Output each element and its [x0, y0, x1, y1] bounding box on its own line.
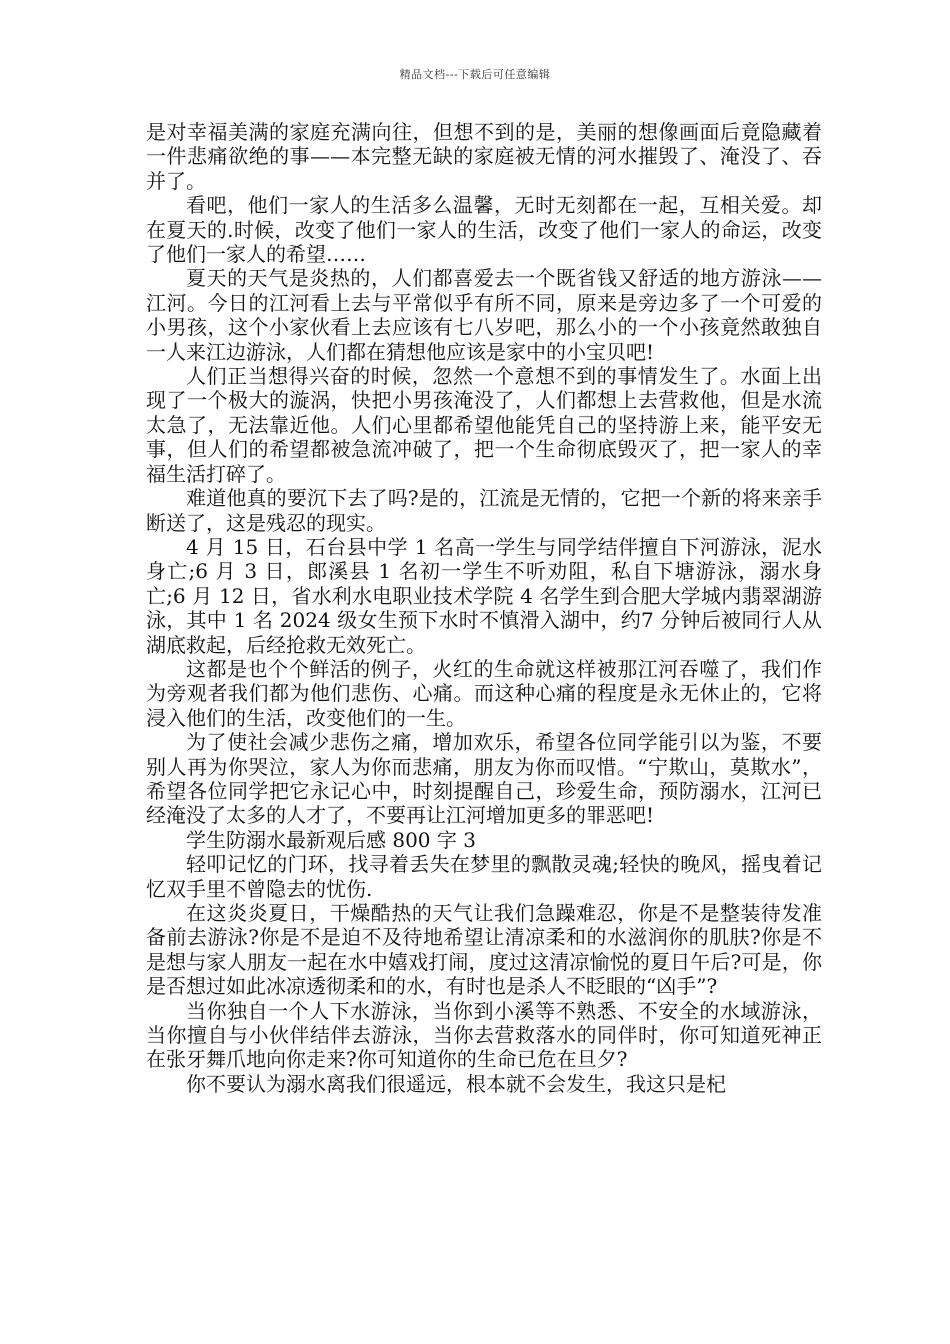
document-body	[146, 120, 822, 1096]
paragraph: 学生防溺水最新观后感 800 字 3	[186, 827, 476, 852]
paragraph: 4 月 15 日，石台县中学 1 名高一学生与同学结伴擅自下河游泳，泥水身亡;6 月 3 日，郎溪县 1 名初一学生不听劝阻，私自下塘游泳，溺水身亡;6 月 12 日，省水利水电职业技术学院 4 名学生到合肥大学城内翡翠湖游泳，其中 1 名 2024 级女生预下水时不慎滑入湖中，约7 分钟后被同行人从湖底救起，后经抢救无效死亡。	[146, 534, 822, 657]
page-header: 精品文档---下载后可任意编辑	[399, 68, 551, 81]
paragraph: 夏天的天气是炎热的，人们都喜爱去一个既省钱又舒适的地方游泳——江河。今日的江河看上去与平常似乎有所不同，原来是旁边多了一个可爱的小男孩，这个小家伙看上去应该有七八岁吧，那么小的一个小孩竟然敢独自一人来江边游泳，人们都在猜想他应该是家中的小宝贝吧!	[146, 266, 822, 364]
paragraph: 是对幸福美满的家庭充满向往，但想不到的是，美丽的想像画面后竟隐藏着一件悲痛欲绝的事——本完整无缺的家庭被无情的河水摧毁了、淹没了、吞并了。	[146, 120, 822, 193]
paragraph: 轻叩记忆的门环，找寻着丢失在梦里的飘散灵魂;轻快的晚风，摇曳着记忆双手里不曾隐去的忧伤.	[146, 852, 822, 901]
paragraph: 难道他真的要沉下去了吗?是的，江流是无情的，它把一个新的将来亲手断送了，这是残忍的现实。	[146, 486, 822, 535]
paragraph: 你不要认为溺水离我们很遥远，根本就不会发生，我这只是杞	[186, 1071, 726, 1096]
paragraph: 看吧，他们一家人的生活多么温馨，无时无刻都在一起，互相关爱。却在夏天的.时候，改变了他们一家人的生活，改变了他们一家人的命运，改变了他们一家人的希望……	[146, 193, 822, 267]
paragraph: 人们正当想得兴奋的时候，忽然一个意想不到的事情发生了。水面上出现了一个极大的漩涡，快把小男孩淹没了，人们都想上去营救他，但是水流太急了，无法靠近他。人们心里都希望他能凭自己的坚持游上来，能平安无事，但人们的希望都被急流冲破了，把一个生命彻底毁灭了，把一家人的幸福生活打碎了。	[146, 364, 822, 486]
paragraph: 当你独自一个人下水游泳，当你到小溪等不熟悉、不安全的水域游泳，当你擅自与小伙伴结伴去游泳，当你去营救落水的同伴时，你可知道死神正在张牙舞爪地向你走来?你可知道你的生命已危在旦夕?	[146, 998, 822, 1072]
paragraph: 这都是也个个鲜活的例子，火红的生命就这样被那江河吞噬了，我们作为旁观者我们都为他们悲伤、心痛。而这种心痛的程度是永无休止的，它将浸入他们的生活，改变他们的一生。	[146, 656, 822, 730]
paragraph: 为了使社会减少悲伤之痛，增加欢乐，希望各位同学能引以为鉴，不要别人再为你哭泣，家人为你而悲痛，朋友为你而叹惜。“宁欺山，莫欺水”，希望各位同学把它永记心中，时刻提醒自己，珍爱生命，预防溺水，江河已经淹没了太多的人才了，不要再让江河增加更多的罪恶吧!	[146, 730, 822, 828]
paragraph: 在这炎炎夏日，干燥酷热的天气让我们急躁难忍，你是不是整装待发准备前去游泳?你是不是迫不及待地希望让清凉柔和的水滋润你的肌肤?你是不是想与家人朋友一起在水中嬉戏打闹，度过这清凉愉悦的夏日午后?可是，你是否想过如此冰凉透彻柔和的水，有时也是杀人不眨眼的“凶手”?	[146, 901, 822, 999]
